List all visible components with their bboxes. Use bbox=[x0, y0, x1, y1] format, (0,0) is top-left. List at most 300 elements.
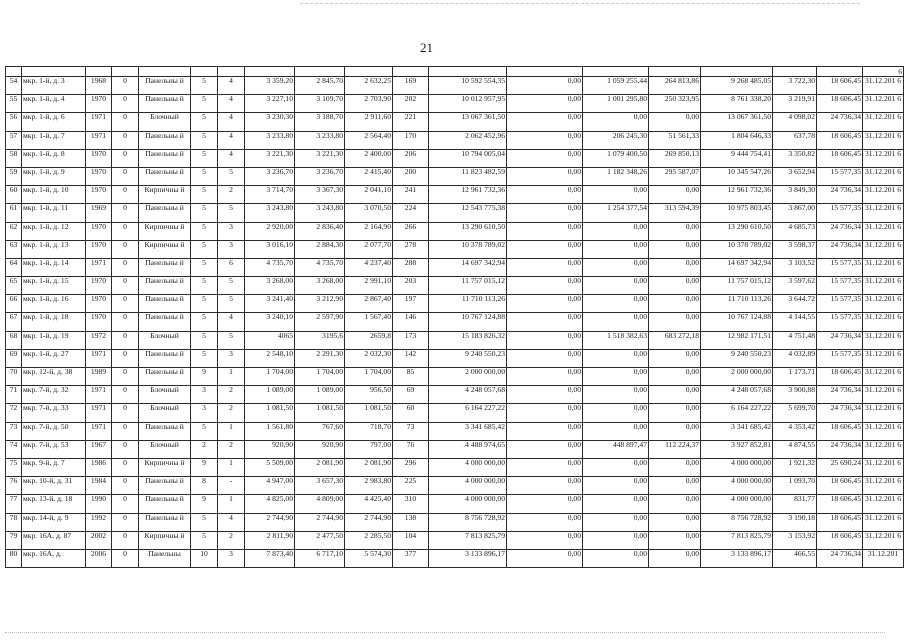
cost-owners-cell: 8 761 338,20 bbox=[701, 95, 773, 113]
cost-total-cell: 11 823 482,59 bbox=[429, 167, 507, 185]
cost-regional-cell: 448 897,47 bbox=[583, 440, 649, 458]
wall-material-cell: Блочный bbox=[139, 331, 191, 349]
area-living-cell: 4 735,70 bbox=[295, 258, 345, 276]
floors-cell: 8 bbox=[191, 477, 218, 495]
table-row bbox=[6, 349, 904, 367]
cost-municipal-cell: 0,00 bbox=[649, 513, 701, 531]
wall-material-cell: Блочный bbox=[139, 404, 191, 422]
area-residential-cell: 3 070,50 bbox=[345, 204, 393, 222]
col-zero-cell: 0 bbox=[112, 477, 139, 495]
area-living-cell: 3 236,70 bbox=[295, 167, 345, 185]
total-area-cell: 1 561,80 bbox=[245, 422, 295, 440]
total-area-cell: 3 221,30 bbox=[245, 149, 295, 167]
cost-federal-cell: 0,00 bbox=[507, 95, 583, 113]
completion-date-cell: 31.12.201 6 bbox=[863, 313, 904, 331]
housing-table bbox=[5, 66, 904, 568]
table-row bbox=[6, 422, 904, 440]
completion-date-cell: 31.12.201 6 bbox=[863, 368, 904, 386]
cost-regional-cell: 0,00 bbox=[583, 313, 649, 331]
year-cell: 1967 bbox=[86, 440, 112, 458]
table-row bbox=[6, 77, 904, 95]
cost-federal-cell: 0,00 bbox=[507, 222, 583, 240]
table-row bbox=[6, 513, 904, 531]
row-number-cell: 68 bbox=[6, 331, 22, 349]
col-zero-cell: 0 bbox=[112, 458, 139, 476]
cost-per-sqm-cell: 3 219,91 bbox=[773, 95, 817, 113]
cost-municipal-cell: 0,00 bbox=[649, 458, 701, 476]
total-area-cell: 7 873,40 bbox=[245, 549, 295, 567]
table-row bbox=[6, 95, 904, 113]
row-number-cell: 69 bbox=[6, 349, 22, 367]
page-number: 21 bbox=[420, 40, 433, 55]
cost-owners-cell: 3 133 896,17 bbox=[701, 549, 773, 567]
row-number-cell: 76 bbox=[6, 477, 22, 495]
completion-date-cell: 31.12.201 6 bbox=[863, 204, 904, 222]
cost-municipal-cell: 313 594,39 bbox=[649, 204, 701, 222]
entrances-cell: 4 bbox=[218, 313, 245, 331]
year-cell: 1992 bbox=[86, 513, 112, 531]
limit-cost-cell: 18 606,45 bbox=[817, 531, 863, 549]
row-number-cell: 73 bbox=[6, 422, 22, 440]
area-living-cell: 2 477,50 bbox=[295, 531, 345, 549]
wall-material-cell: Панельны й bbox=[139, 131, 191, 149]
row-number-cell: 54 bbox=[6, 77, 22, 95]
table-row bbox=[6, 549, 904, 567]
cost-per-sqm-cell: 4 144,55 bbox=[773, 313, 817, 331]
cost-municipal-cell: 51 561,33 bbox=[649, 131, 701, 149]
cost-owners-cell: 9 444 754,41 bbox=[701, 149, 773, 167]
cost-owners-cell: 4 000 000,00 bbox=[701, 458, 773, 476]
area-living-cell: 3 212,90 bbox=[295, 295, 345, 313]
completion-date-cell: 31.12.201 6 bbox=[863, 404, 904, 422]
row-number-cell: 63 bbox=[6, 240, 22, 258]
col-zero-cell: 0 bbox=[112, 549, 139, 567]
residents-cell: 69 bbox=[393, 386, 429, 404]
row-number-cell: 79 bbox=[6, 531, 22, 549]
address-cell: мкр. 1-й, д. 3 bbox=[22, 77, 86, 95]
limit-cost-cell: 24 736,34 bbox=[817, 186, 863, 204]
area-residential-cell: 2 081,90 bbox=[345, 458, 393, 476]
cost-municipal-cell: 683 272,18 bbox=[649, 331, 701, 349]
year-cell: 1971 bbox=[86, 422, 112, 440]
total-area-cell: 2 920,00 bbox=[245, 222, 295, 240]
table-row bbox=[6, 277, 904, 295]
col-zero-cell: 0 bbox=[112, 331, 139, 349]
year-cell: 1989 bbox=[86, 368, 112, 386]
floors-cell: 3 bbox=[191, 386, 218, 404]
floors-cell: 5 bbox=[191, 349, 218, 367]
area-living-cell: 1 081,50 bbox=[295, 404, 345, 422]
cost-regional-cell: 0,00 bbox=[583, 458, 649, 476]
cost-per-sqm-cell: 3 900,88 bbox=[773, 386, 817, 404]
cost-owners-cell: 10 378 789,02 bbox=[701, 240, 773, 258]
col-zero-cell: 0 bbox=[112, 349, 139, 367]
floors-cell: 5 bbox=[191, 167, 218, 185]
cost-owners-cell: 13 290 610,50 bbox=[701, 222, 773, 240]
cost-municipal-cell: 0,00 bbox=[649, 422, 701, 440]
cost-federal-cell: 0,00 bbox=[507, 477, 583, 495]
wall-material-cell: Панельны й bbox=[139, 477, 191, 495]
col-zero-cell: 0 bbox=[112, 513, 139, 531]
completion-date-cell: 31.12.201 6 bbox=[863, 77, 904, 95]
area-residential-cell: 2 983,80 bbox=[345, 477, 393, 495]
cost-regional-cell: 0,00 bbox=[583, 258, 649, 276]
cost-regional-cell: 0,00 bbox=[583, 477, 649, 495]
residents-cell: 377 bbox=[393, 549, 429, 567]
cost-municipal-cell: 0,00 bbox=[649, 313, 701, 331]
cost-total-cell: 13 067 361,50 bbox=[429, 113, 507, 131]
floors-cell: 5 bbox=[191, 422, 218, 440]
row-number-cell: 57 bbox=[6, 131, 22, 149]
cost-municipal-cell: 0,00 bbox=[649, 386, 701, 404]
cost-regional-cell: 1 182 348,26 bbox=[583, 167, 649, 185]
year-cell: 1970 bbox=[86, 95, 112, 113]
table-row bbox=[6, 295, 904, 313]
cost-per-sqm-cell: 3 103,52 bbox=[773, 258, 817, 276]
row-number-cell: 59 bbox=[6, 167, 22, 185]
entrances-cell: 2 bbox=[218, 440, 245, 458]
col-zero-cell: 0 bbox=[112, 222, 139, 240]
cost-total-cell: 6 164 227,22 bbox=[429, 404, 507, 422]
cost-owners-cell: 9 240 550,23 bbox=[701, 349, 773, 367]
total-area-cell: 3 233,80 bbox=[245, 131, 295, 149]
col-zero-cell: 0 bbox=[112, 131, 139, 149]
cost-owners-cell: 4 248 057,68 bbox=[701, 386, 773, 404]
residents-cell: 203 bbox=[393, 277, 429, 295]
cost-municipal-cell: 250 323,95 bbox=[649, 95, 701, 113]
entrances-cell: 1 bbox=[218, 495, 245, 513]
cost-federal-cell: 0,00 bbox=[507, 167, 583, 185]
address-cell: мкр. 1-й, д. 12 bbox=[22, 222, 86, 240]
cost-per-sqm-cell: 3 867,00 bbox=[773, 204, 817, 222]
col-zero-cell: 0 bbox=[112, 313, 139, 331]
col-zero-cell: 0 bbox=[112, 77, 139, 95]
year-cell: 1970 bbox=[86, 295, 112, 313]
cost-federal-cell: 0,00 bbox=[507, 531, 583, 549]
year-cell: 1969 bbox=[86, 204, 112, 222]
table-row-fragment bbox=[6, 67, 904, 77]
wall-material-cell: Панельны й bbox=[139, 422, 191, 440]
area-residential-cell: 2 415,40 bbox=[345, 167, 393, 185]
wall-material-cell: Панельны й bbox=[139, 77, 191, 95]
area-living-cell: 3195,6 bbox=[295, 331, 345, 349]
cost-per-sqm-cell: 3 153,92 bbox=[773, 531, 817, 549]
cost-per-sqm-cell: 1 921,32 bbox=[773, 458, 817, 476]
top-edge-line bbox=[300, 3, 860, 5]
cost-federal-cell: 0,00 bbox=[507, 149, 583, 167]
total-area-cell: 4 825,00 bbox=[245, 495, 295, 513]
address-cell: мкр. 1-й, д. 13 bbox=[22, 240, 86, 258]
cost-per-sqm-cell: 4 353,42 bbox=[773, 422, 817, 440]
address-cell: мкр. 1-й, д. 16 bbox=[22, 295, 86, 313]
wall-material-cell: Кирпичны й bbox=[139, 186, 191, 204]
year-cell: 2002 bbox=[86, 531, 112, 549]
table-row bbox=[6, 368, 904, 386]
entrances-cell: 5 bbox=[218, 204, 245, 222]
limit-cost-cell: 24 736,34 bbox=[817, 240, 863, 258]
area-residential-cell: 1 081,50 bbox=[345, 404, 393, 422]
completion-date-cell: 31.12.201 6 bbox=[863, 458, 904, 476]
cost-owners-cell: 7 813 825,79 bbox=[701, 531, 773, 549]
entrances-cell: 4 bbox=[218, 513, 245, 531]
cost-owners-cell: 12 961 732,36 bbox=[701, 186, 773, 204]
limit-cost-cell: 24 736,34 bbox=[817, 113, 863, 131]
wall-material-cell: Панельны й bbox=[139, 349, 191, 367]
residents-cell: 170 bbox=[393, 131, 429, 149]
floors-cell: 3 bbox=[191, 404, 218, 422]
area-living-cell: 767,60 bbox=[295, 422, 345, 440]
cost-per-sqm-cell: 831,77 bbox=[773, 495, 817, 513]
residents-cell: 104 bbox=[393, 531, 429, 549]
area-residential-cell: 1 567,40 bbox=[345, 313, 393, 331]
year-cell: 1972 bbox=[86, 331, 112, 349]
cost-per-sqm-cell: 5 699,70 bbox=[773, 404, 817, 422]
residents-cell: 169 bbox=[393, 77, 429, 95]
wall-material-cell: Панельны й bbox=[139, 513, 191, 531]
cost-total-cell: 9 240 550,23 bbox=[429, 349, 507, 367]
wall-material-cell: Блочный bbox=[139, 113, 191, 131]
cost-owners-cell: 10 767 124,88 bbox=[701, 313, 773, 331]
cost-municipal-cell: 0,00 bbox=[649, 495, 701, 513]
cost-municipal-cell: 0,00 bbox=[649, 240, 701, 258]
total-area-cell: 2 548,10 bbox=[245, 349, 295, 367]
col-zero-cell: 0 bbox=[112, 295, 139, 313]
entrances-cell: 1 bbox=[218, 458, 245, 476]
area-living-cell: 2 836,40 bbox=[295, 222, 345, 240]
year-cell: 1990 bbox=[86, 495, 112, 513]
limit-cost-cell: 18 606,45 bbox=[817, 513, 863, 531]
completion-date-cell: 31.12.201 6 bbox=[863, 167, 904, 185]
address-cell: мкр. 7-й, д. 32 bbox=[22, 386, 86, 404]
cost-regional-cell: 0,00 bbox=[583, 295, 649, 313]
residents-cell: 73 bbox=[393, 422, 429, 440]
cost-federal-cell: 0,00 bbox=[507, 113, 583, 131]
row-number-cell: 65 bbox=[6, 277, 22, 295]
table-row bbox=[6, 495, 904, 513]
completion-date-cell: 31.12.201 6 bbox=[863, 95, 904, 113]
completion-date-cell: 31.12.201 6 bbox=[863, 131, 904, 149]
completion-date-cell: 31.12.201 6 bbox=[863, 113, 904, 131]
cost-federal-cell: 0,00 bbox=[507, 131, 583, 149]
residents-cell: 173 bbox=[393, 331, 429, 349]
cost-owners-cell: 10 975 803,45 bbox=[701, 204, 773, 222]
floors-cell: 5 bbox=[191, 131, 218, 149]
floors-cell: 5 bbox=[191, 258, 218, 276]
floors-cell: 5 bbox=[191, 77, 218, 95]
address-cell: мкр. 1-й, д. 11 bbox=[22, 204, 86, 222]
area-living-cell: 3 221,30 bbox=[295, 149, 345, 167]
cost-federal-cell: 0,00 bbox=[507, 295, 583, 313]
row-number-cell: 74 bbox=[6, 440, 22, 458]
cost-municipal-cell: 112 224,37 bbox=[649, 440, 701, 458]
total-area-cell: 2 811,90 bbox=[245, 531, 295, 549]
cost-federal-cell: 0,00 bbox=[507, 77, 583, 95]
wall-material-cell: Панельны й bbox=[139, 95, 191, 113]
address-cell: мкр. 1-й, д. 8 bbox=[22, 149, 86, 167]
cost-owners-cell: 1 804 646,33 bbox=[701, 131, 773, 149]
cost-owners-cell: 9 268 485,05 bbox=[701, 77, 773, 95]
cost-federal-cell: 0,00 bbox=[507, 404, 583, 422]
cost-municipal-cell: 0,00 bbox=[649, 113, 701, 131]
cost-per-sqm-cell: 466,55 bbox=[773, 549, 817, 567]
area-residential-cell: 1 704,00 bbox=[345, 368, 393, 386]
completion-date-cell: 31.12.201 6 bbox=[863, 240, 904, 258]
year-cell: 1971 bbox=[86, 131, 112, 149]
table-row bbox=[6, 258, 904, 276]
year-cell: 1970 bbox=[86, 277, 112, 295]
area-living-cell: 920,90 bbox=[295, 440, 345, 458]
row-number-cell: 75 bbox=[6, 458, 22, 476]
col-zero-cell: 0 bbox=[112, 258, 139, 276]
entrances-cell: 5 bbox=[218, 277, 245, 295]
entrances-cell: 1 bbox=[218, 422, 245, 440]
residents-cell: 278 bbox=[393, 240, 429, 258]
wall-material-cell: Панельны bbox=[139, 549, 191, 567]
area-living-cell: 3 268,00 bbox=[295, 277, 345, 295]
area-living-cell: 3 109,70 bbox=[295, 95, 345, 113]
address-cell: мкр. 1-й, д. 19 bbox=[22, 331, 86, 349]
col-zero-cell: 0 bbox=[112, 204, 139, 222]
year-cell: 1970 bbox=[86, 222, 112, 240]
address-cell: мкр. 1-й, д. 6 bbox=[22, 113, 86, 131]
cost-per-sqm-cell: 1 173,71 bbox=[773, 368, 817, 386]
table-row bbox=[6, 331, 904, 349]
limit-cost-cell: 24 736,34 bbox=[817, 386, 863, 404]
residents-cell: 197 bbox=[393, 295, 429, 313]
cost-total-cell: 11 757 015,12 bbox=[429, 277, 507, 295]
limit-cost-cell: 15 577,35 bbox=[817, 313, 863, 331]
address-cell: мкр. 13-й, д. 18 bbox=[22, 495, 86, 513]
row-number-cell: 72 bbox=[6, 404, 22, 422]
year-cell: 1984 bbox=[86, 477, 112, 495]
address-cell: мкр. 16А, д. 87 bbox=[22, 531, 86, 549]
table-row bbox=[6, 313, 904, 331]
residents-cell: 221 bbox=[393, 113, 429, 131]
row-number-cell: 58 bbox=[6, 149, 22, 167]
cost-total-cell: 4 248 057,68 bbox=[429, 386, 507, 404]
cost-owners-cell: 8 756 728,92 bbox=[701, 513, 773, 531]
row-number-cell: 64 bbox=[6, 258, 22, 276]
floors-cell: 5 bbox=[191, 204, 218, 222]
entrances-cell: 4 bbox=[218, 95, 245, 113]
cost-total-cell: 7 813 825,79 bbox=[429, 531, 507, 549]
area-residential-cell: 5 574,30 bbox=[345, 549, 393, 567]
table-row bbox=[6, 386, 904, 404]
cost-municipal-cell: 0,00 bbox=[649, 258, 701, 276]
cost-regional-cell: 1 254 377,54 bbox=[583, 204, 649, 222]
housing-table-wrap bbox=[5, 66, 902, 568]
limit-cost-cell: 24 736,34 bbox=[817, 222, 863, 240]
address-cell: мкр. 16А, д. bbox=[22, 549, 86, 567]
cost-regional-cell: 0,00 bbox=[583, 495, 649, 513]
table-row bbox=[6, 113, 904, 131]
cost-federal-cell: 0,00 bbox=[507, 386, 583, 404]
wall-material-cell: Панельны й bbox=[139, 167, 191, 185]
residents-cell: 225 bbox=[393, 477, 429, 495]
floors-cell: 9 bbox=[191, 495, 218, 513]
cost-per-sqm-cell: 1 093,70 bbox=[773, 477, 817, 495]
total-area-cell: 3 227,10 bbox=[245, 95, 295, 113]
area-residential-cell: 2 911,60 bbox=[345, 113, 393, 131]
total-area-cell: 920,90 bbox=[245, 440, 295, 458]
row-number-cell: 61 bbox=[6, 204, 22, 222]
year-cell: 2006 bbox=[86, 549, 112, 567]
cost-owners-cell: 12 982 171,51 bbox=[701, 331, 773, 349]
cost-regional-cell: 0,00 bbox=[583, 386, 649, 404]
cost-federal-cell: 0,00 bbox=[507, 495, 583, 513]
wall-material-cell: Блочный bbox=[139, 440, 191, 458]
cost-total-cell: 10 794 005,04 bbox=[429, 149, 507, 167]
col-zero-cell: 0 bbox=[112, 277, 139, 295]
cost-total-cell: .4 488 974,65 bbox=[429, 440, 507, 458]
area-residential-cell: 2 991,10 bbox=[345, 277, 393, 295]
completion-date-cell: 31.12.201 6 bbox=[863, 386, 904, 404]
area-living-cell: 2 744,90 bbox=[295, 513, 345, 531]
cost-per-sqm-cell: 3 652,94 bbox=[773, 167, 817, 185]
cost-federal-cell: 0,00 bbox=[507, 440, 583, 458]
residents-cell: 85 bbox=[393, 368, 429, 386]
total-area-cell: 3 230,30 bbox=[245, 113, 295, 131]
cost-owners-cell: 4 000 000,00 bbox=[701, 477, 773, 495]
cost-regional-cell: 0,00 bbox=[583, 186, 649, 204]
col-zero-cell: 0 bbox=[112, 167, 139, 185]
limit-cost-cell: 24 736,34 bbox=[817, 331, 863, 349]
cost-regional-cell: 1 518 382,63 bbox=[583, 331, 649, 349]
wall-material-cell: Панельны й bbox=[139, 204, 191, 222]
cost-municipal-cell: 0,00 bbox=[649, 186, 701, 204]
cost-regional-cell: 1 079 400,50 bbox=[583, 149, 649, 167]
cost-per-sqm-cell: 4 751,48 bbox=[773, 331, 817, 349]
area-living-cell: 3 367,30 bbox=[295, 186, 345, 204]
cost-owners-cell: 6 164 227,22 bbox=[701, 404, 773, 422]
cost-owners-cell: 4 000 000,00 bbox=[701, 495, 773, 513]
wall-material-cell: Панельны й bbox=[139, 258, 191, 276]
entrances-cell: 2 bbox=[218, 531, 245, 549]
address-cell: мкр. 1-й, д. 9 bbox=[22, 167, 86, 185]
floors-cell: 9 bbox=[191, 458, 218, 476]
table-row bbox=[6, 167, 904, 185]
cost-total-cell: 2 000 000,00 bbox=[429, 368, 507, 386]
cost-regional-cell: 1 059 255,44 bbox=[583, 77, 649, 95]
address-cell: мкр. 1-й, д. 27 bbox=[22, 349, 86, 367]
row-number-cell: 56 bbox=[6, 113, 22, 131]
col-zero-cell: 0 bbox=[112, 95, 139, 113]
cost-municipal-cell: 0,00 bbox=[649, 549, 701, 567]
area-residential-cell: 2 077,70 bbox=[345, 240, 393, 258]
area-residential-cell: 2659,8 bbox=[345, 331, 393, 349]
col-zero-cell: 0 bbox=[112, 186, 139, 204]
limit-cost-cell: 18 606,45 bbox=[817, 95, 863, 113]
completion-date-cell: 31.12.201 6 bbox=[863, 295, 904, 313]
year-cell: 1971 bbox=[86, 404, 112, 422]
wall-material-cell: Панельны й bbox=[139, 495, 191, 513]
col-zero-cell: 0 bbox=[112, 440, 139, 458]
cost-per-sqm-cell: 4 032,89 bbox=[773, 349, 817, 367]
residents-cell: 146 bbox=[393, 313, 429, 331]
area-living-cell: 2 845,70 bbox=[295, 77, 345, 95]
col-zero-cell: 0 bbox=[112, 531, 139, 549]
limit-cost-cell: 18 606,45 bbox=[817, 131, 863, 149]
address-cell: мкр. 1-й, д. 7 bbox=[22, 131, 86, 149]
col-zero-cell: 0 bbox=[112, 368, 139, 386]
floors-cell: 5 bbox=[191, 113, 218, 131]
area-residential-cell: 4 425,40 bbox=[345, 495, 393, 513]
total-area-cell: 4065 bbox=[245, 331, 295, 349]
cost-per-sqm-cell: 3 598,37 bbox=[773, 240, 817, 258]
cost-federal-cell: 0,00 bbox=[507, 313, 583, 331]
cost-total-cell: 3 341 685,42 bbox=[429, 422, 507, 440]
cost-total-cell: 15 183 826,32 bbox=[429, 331, 507, 349]
